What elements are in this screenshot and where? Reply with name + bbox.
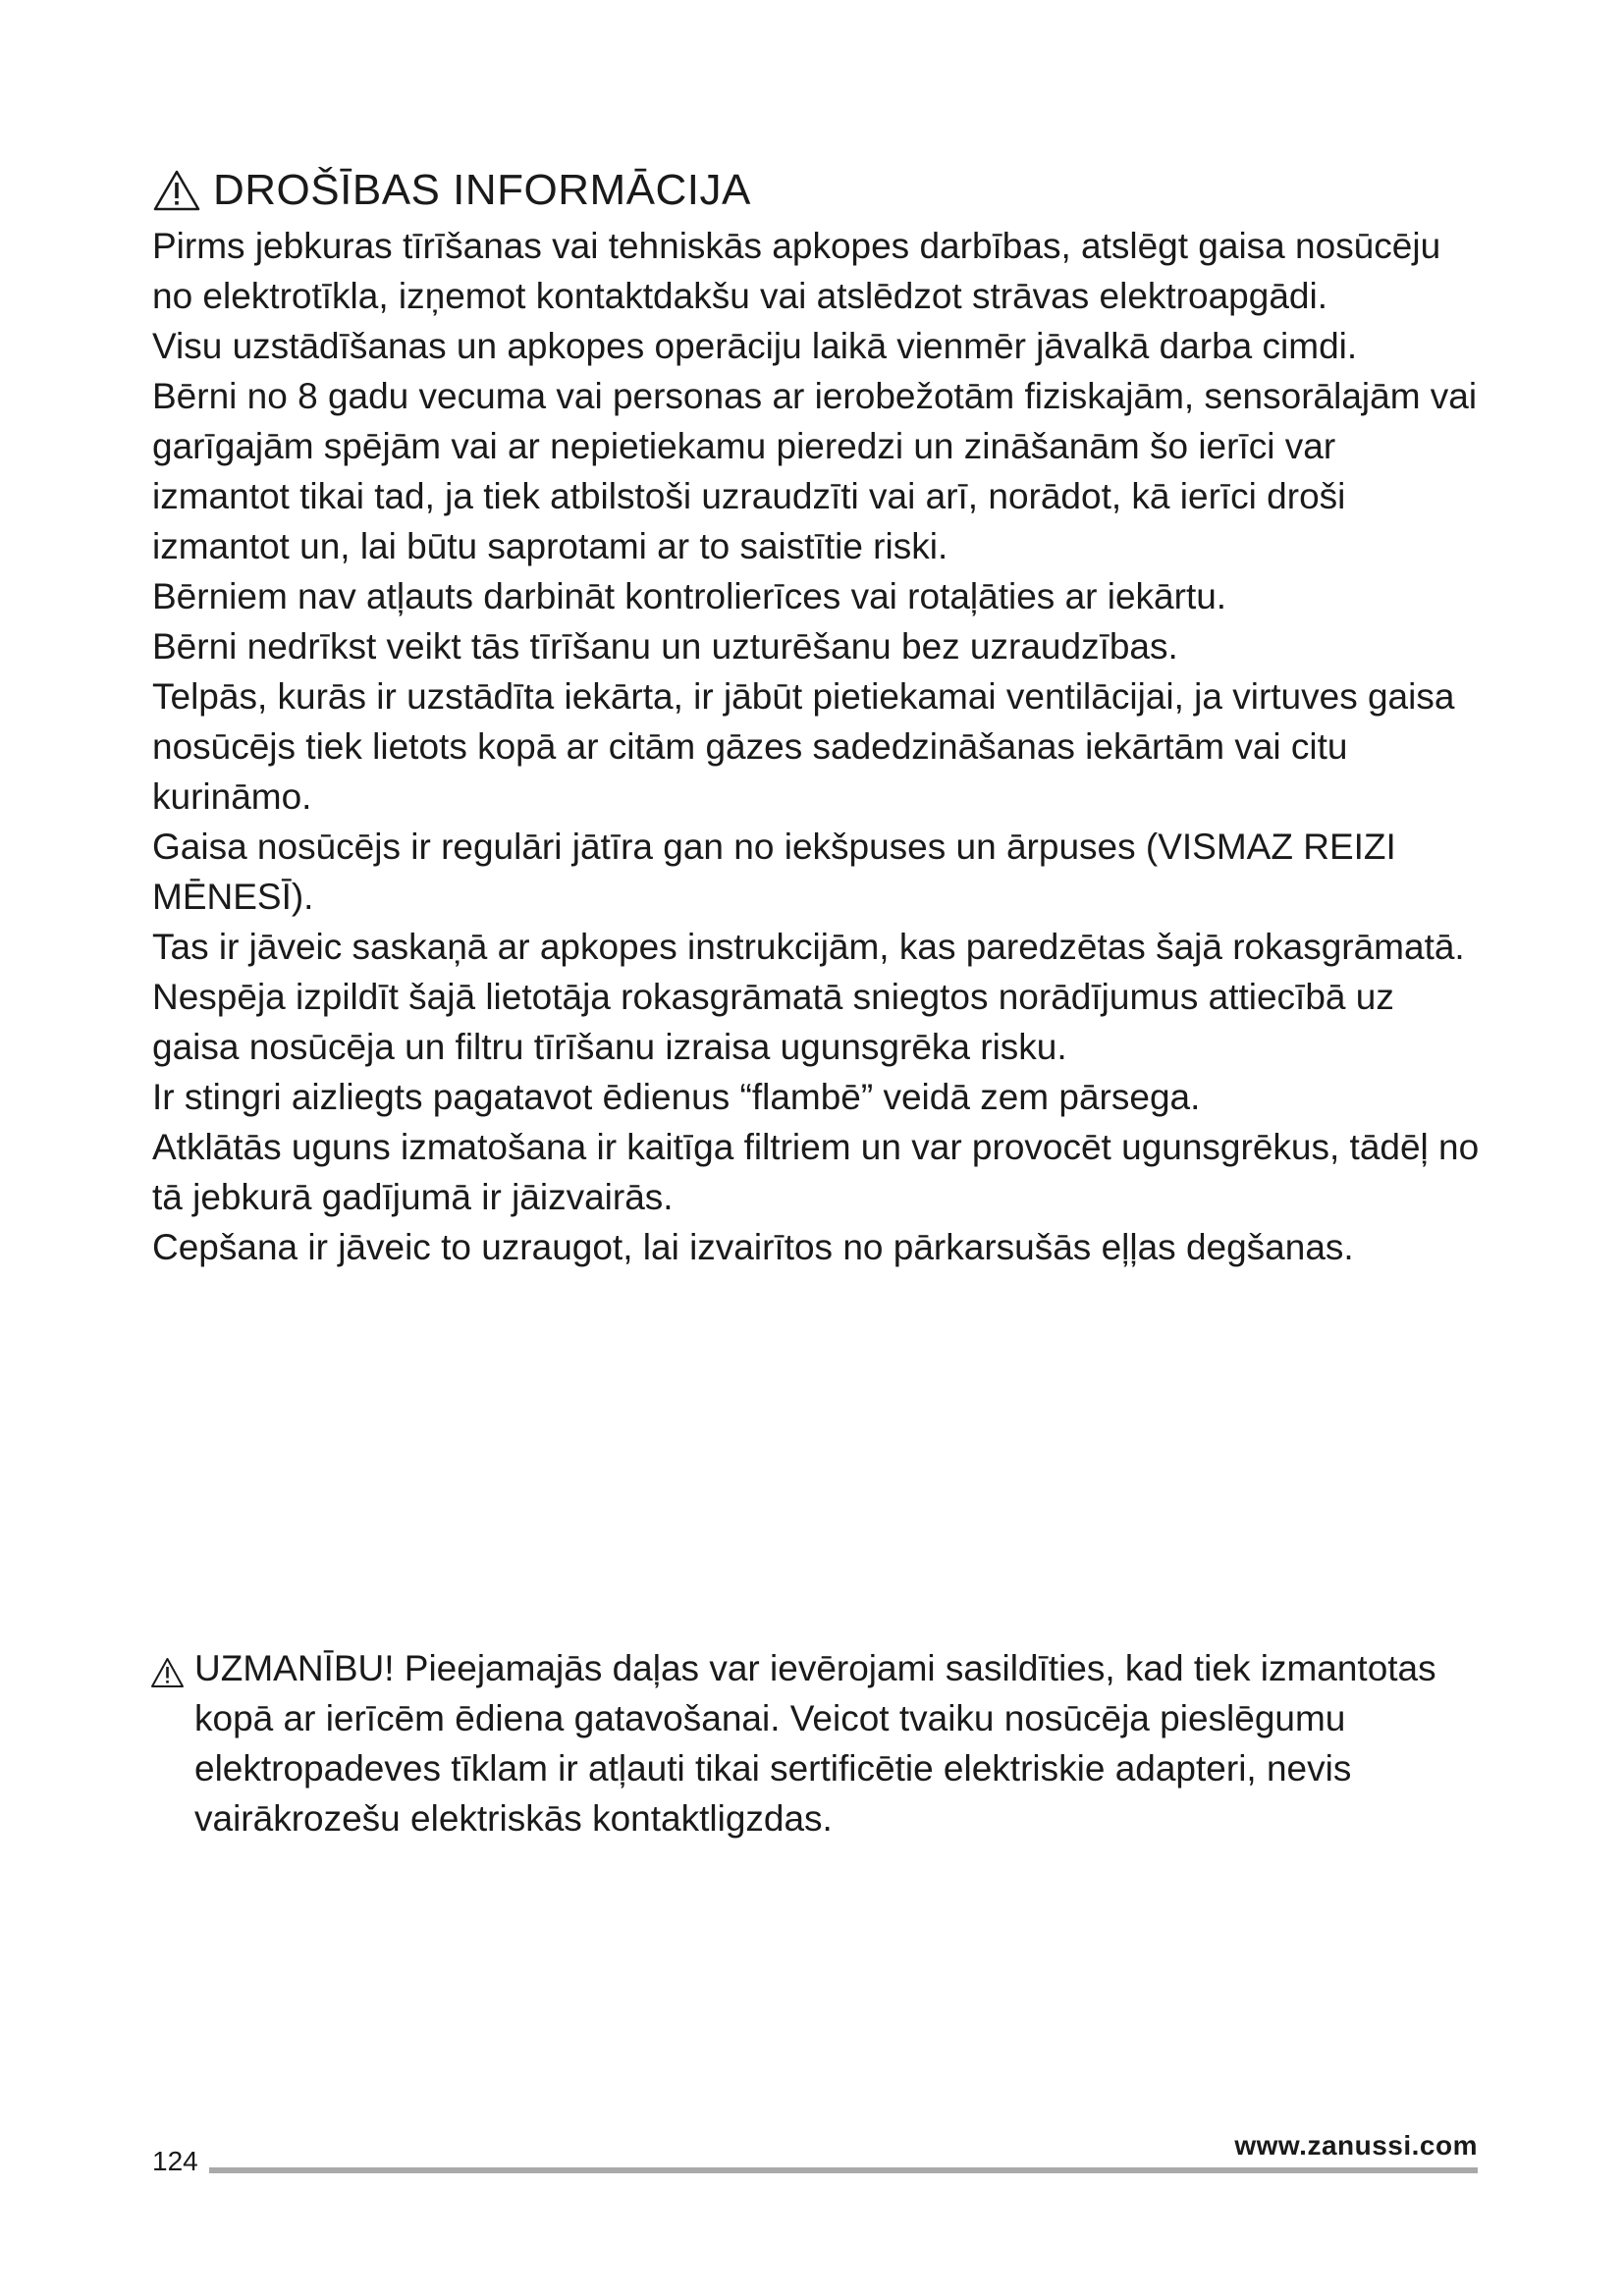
paragraph: Bērni nedrīkst veikt tās tīrīšanu un uzturēšanu bez uzraudzības. bbox=[152, 626, 1178, 667]
section-heading bbox=[152, 165, 1527, 216]
paragraph: Bērni no 8 gadu vecuma vai personas ar ierobežotām fiziskajām, sensorālajām vai garīgajām spējām vai ar nepietiekamu pieredzi un zināšanām šo ierīci var izmantot tikai tad, ja tiek atbilstoši uzraudzīti vai arī, norādot, kā ierīci droši izmantot un, lai būtu saprotami ar to saistītie riski. bbox=[152, 376, 1478, 566]
caution-text: UZMANĪBU! Pieejamajās daļas var ievērojami sasildīties, kad tiek izmantotas kopā ar ierīcēm ēdiena gatavošanai. Veicot tvaiku nosūcēja pieslēgumu elektropadeves tīklam ir atļauti tikai sertificētie elektriskie adapteri, nevis vairākrozešu elektriskās kontaktligzdas. bbox=[194, 1648, 1436, 1839]
safety-text-body bbox=[152, 221, 1483, 1272]
page-number: 124 bbox=[152, 2146, 198, 2176]
paragraph: Tas ir jāveic saskaņā ar apkopes instrukcijām, kas paredzētas šajā rokasgrāmatā. bbox=[152, 927, 1465, 967]
paragraph: Nespēja izpildīt šajā lietotāja rokasgrāmatā sniegtos norādījumus attiecībā uz gaisa nosūcēja un filtru tīrīšanu izraisa ugunsgrēka risku. bbox=[152, 977, 1394, 1067]
paragraph: Telpās, kurās ir uzstādīta iekārta, ir jābūt pietiekamai ventilācijai, ja virtuves gaisa nosūcējs tiek lietots kopā ar citām gāzes sadedzināšanas iekārtām vai citu kurināmo. bbox=[152, 676, 1455, 817]
warning-triangle-icon bbox=[152, 169, 201, 212]
page-footer bbox=[152, 2130, 1478, 2179]
paragraph: Visu uzstādīšanas un apkopes operāciju laikā vienmēr jāvalkā darba cimdi. bbox=[152, 326, 1358, 366]
footer-divider bbox=[209, 2167, 1478, 2173]
paragraph: Cepšana ir jāveic to uzraugot, lai izvairītos no pārkarsušās eļļas degšanas. bbox=[152, 1227, 1354, 1267]
paragraph: Gaisa nosūcējs ir regulāri jātīra gan no iekšpuses un ārpuses (VISMAZ REIZI MĒNESĪ). bbox=[152, 827, 1396, 917]
warning-triangle-small-icon bbox=[150, 1657, 185, 1688]
paragraph: Ir stingri aizliegts pagatavot ēdienus “flambē” veidā zem pārsega. bbox=[152, 1077, 1201, 1117]
paragraph: Atklātās uguns izmatošana ir kaitīga filtriem un var provocēt ugunsgrēkus, tādēļ no tā jebkurā gadījumā ir jāizvairās. bbox=[152, 1127, 1480, 1217]
paragraph: Bērniem nav atļauts darbināt kontrolierīces vai rotaļāties ar iekārtu. bbox=[152, 576, 1227, 616]
caution-notice bbox=[150, 1643, 1486, 1843]
section-title: DROŠĪBAS INFORMĀCIJA bbox=[213, 166, 751, 214]
paragraph: Pirms jebkuras tīrīšanas vai tehniskās apkopes darbības, atslēgt gaisa nosūcēju no elektrotīkla, izņemot kontaktdakšu vai atslēdzot strāvas elektroapgādi. bbox=[152, 226, 1441, 316]
website-link[interactable]: www.zanussi.com bbox=[1234, 2130, 1478, 2161]
